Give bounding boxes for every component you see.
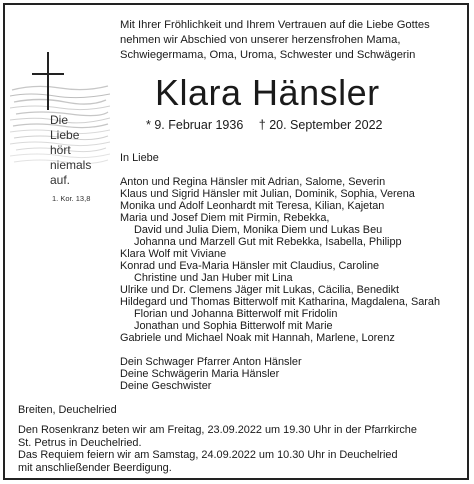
mourner-line: Monika und Adolf Leonhardt mit Teresa, Kilian, Kajetan	[120, 200, 385, 212]
cross-sea-emblem	[10, 50, 110, 215]
mourner-line: Konrad und Eva-Maria Hänsler mit Claudius, Caroline	[120, 260, 380, 272]
intro-line: Mit Ihrer Fröhlichkeit und Ihrem Vertrauen auf die Liebe Gottes	[120, 19, 430, 31]
verse-line: niemals	[50, 158, 92, 172]
mourner-line: Klara Wolf mit Viviane	[120, 248, 227, 260]
mourner-line: Jonathan und Sophia Bitterwolf mit Marie	[134, 320, 333, 332]
verse-line: Liebe	[50, 128, 80, 142]
spacer	[18, 416, 463, 424]
mourner-line: Gabriele und Michael Noak mit Hannah, Marlene, Lorenz	[120, 332, 395, 344]
spacer	[120, 344, 465, 356]
mourner-line: Christine und Jan Huber mit Lina	[134, 272, 293, 284]
closing-phrase: In Liebe	[120, 152, 159, 164]
mourners-list	[120, 152, 465, 392]
intro-line: Schwiegermama, Oma, Uroma, Schwester und Schwägerin	[120, 49, 416, 61]
intro-line: nehmen wir Abschied von unserer herzensfrohen Mama,	[120, 34, 401, 46]
mourner-line: Deine Schwägerin Maria Hänsler	[120, 368, 280, 380]
verse-line: hört	[50, 143, 71, 157]
service-line: Das Requiem feiern wir am Samstag, 24.09.2022 um 10.30 Uhr in Deuchelried	[18, 449, 398, 462]
mourner-line: Anton und Regina Hänsler mit Adrian, Salome, Severin	[120, 176, 386, 188]
mourner-line: Deine Geschwister	[120, 380, 212, 392]
death-date: † 20. September 2022	[258, 118, 383, 132]
mourner-line: Hildegard und Thomas Bitterwolf mit Katharina, Magdalena, Sarah	[120, 296, 441, 308]
mourner-line: Dein Schwager Pfarrer Anton Hänsler	[120, 356, 302, 368]
funeral-info	[18, 404, 463, 474]
mourner-line: Ulrike und Dr. Clemens Jäger mit Lukas, Cäcilia, Benedikt	[120, 284, 400, 296]
birth-date: * 9. Februar 1936	[146, 118, 244, 132]
intro-text	[120, 18, 465, 63]
spacer	[120, 164, 465, 176]
verse-line: auf.	[50, 173, 71, 187]
place: Breiten, Deuchelried	[18, 404, 117, 416]
mourner-line: Maria und Josef Diem mit Pirmin, Rebekka,	[120, 212, 330, 224]
service-line: mit anschließender Beerdigung.	[18, 461, 172, 474]
life-dates	[146, 118, 382, 132]
mourner-line: Johanna und Marzell Gut mit Rebekka, Isabella, Philipp	[134, 236, 402, 248]
deceased-name: Klara Hänsler	[155, 72, 380, 113]
verse-line: Die	[50, 113, 69, 127]
mourner-line: Klaus und Sigrid Hänsler mit Julian, Dominik, Sophia, Verena	[120, 188, 415, 200]
service-line: Den Rosenkranz beten wir am Freitag, 23.09.2022 um 19.30 Uhr in der Pfarrkirche	[18, 424, 417, 437]
verse-reference: 1. Kor. 13,8	[52, 194, 91, 203]
mourner-line: David und Julia Diem, Monika Diem und Lukas Beu	[134, 224, 383, 236]
mourner-line: Florian und Johanna Bitterwolf mit Fridolin	[134, 308, 338, 320]
service-line: St. Petrus in Deuchelried.	[18, 436, 142, 449]
